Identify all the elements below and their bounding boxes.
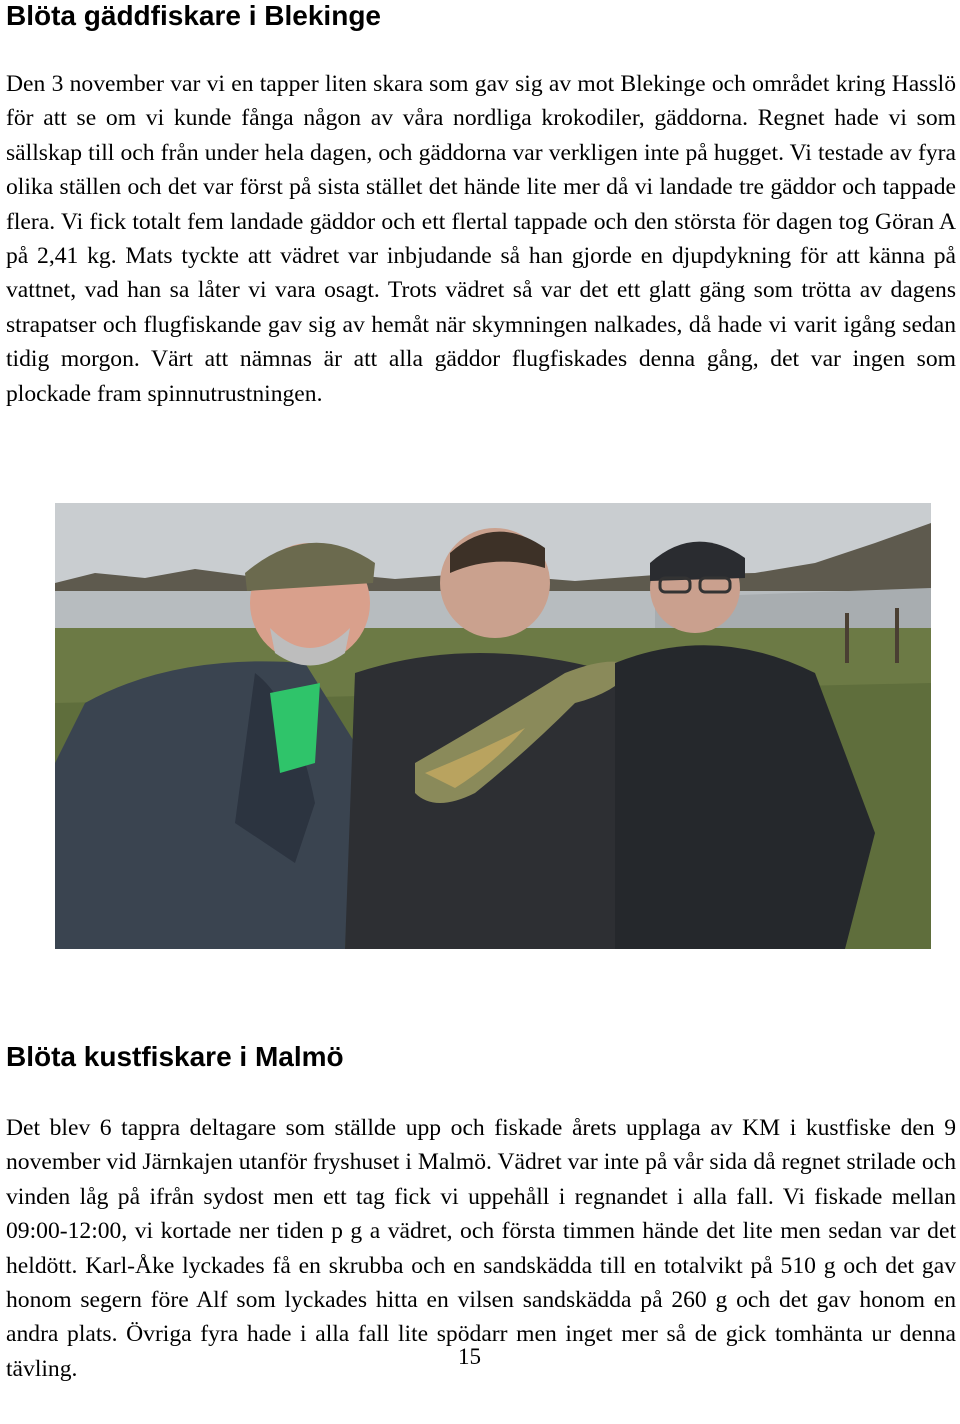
photo-three-fishermen-with-pike (55, 503, 931, 949)
article-body-malmo: Det blev 6 tappra deltagare som ställde upp och fiskade årets upplaga av KM i kustfiske den 9 november vid Järnkajen utanför fryshuset i Malmö. Vädret var inte på vår sida då regnet strilade och vinden låg på ifrån sydost men ett tag fick vi uppehåll i regnandet i alla fall. Vi fiskade mellan 09:00-12:00, vi kortade ner tiden p g a vädret, och första timmen hände det lite men sedan var det heldött. Karl-Åke lyckades få en skrubba och en sandskädda till en totalvikt på 510 g och det gav honom segern före Alf som lyckades hitta en vilsen sandskädda på 260 g och det gav honom en andra plats. Övriga fyra hade i alla fall lite spödarr men inget mer så de gick tomhänta ur denna tävling. (6, 1115, 956, 1382)
article-title-malmo: Blöta kustfiskare i Malmö (6, 1041, 344, 1072)
article-title-blekinge: Blöta gäddfiskare i Blekinge (6, 0, 381, 31)
page-number: 15 (458, 1344, 481, 1369)
article-body-blekinge: Den 3 november var vi en tapper liten skara som gav sig av mot Blekinge och området kring Hasslö för att se om vi kunde fånga någon av våra nordliga krokodiler, gäddorna. Regnet hade vi som sällskap till och från under hela dagen, och gäddorna var verkligen inte på hugget. Vi testade av fyra olika ställen och det var först på sista stället det hände lite mer då vi landade tre gäddor och tappade flera. Vi fick totalt fem landade gäddor och ett flertal tappade och den största för dagen tog Göran A på 2,41 kg. Mats tyckte att vädret var inbjudande så han gjorde en djupdykning för att känna på vattnet, vad han sa låter vi vara osagt. Trots vädret så var det ett glatt gäng som trötta av dagens strapatser och flugfiskande gav sig av hemåt när skymningen nalkades, då hade vi varit igång sedan tidig morgon. Värt att nämnas är att alla gäddor flugfiskades denna gång, det var ingen som plockade fram spinnutrustningen. (6, 71, 956, 407)
